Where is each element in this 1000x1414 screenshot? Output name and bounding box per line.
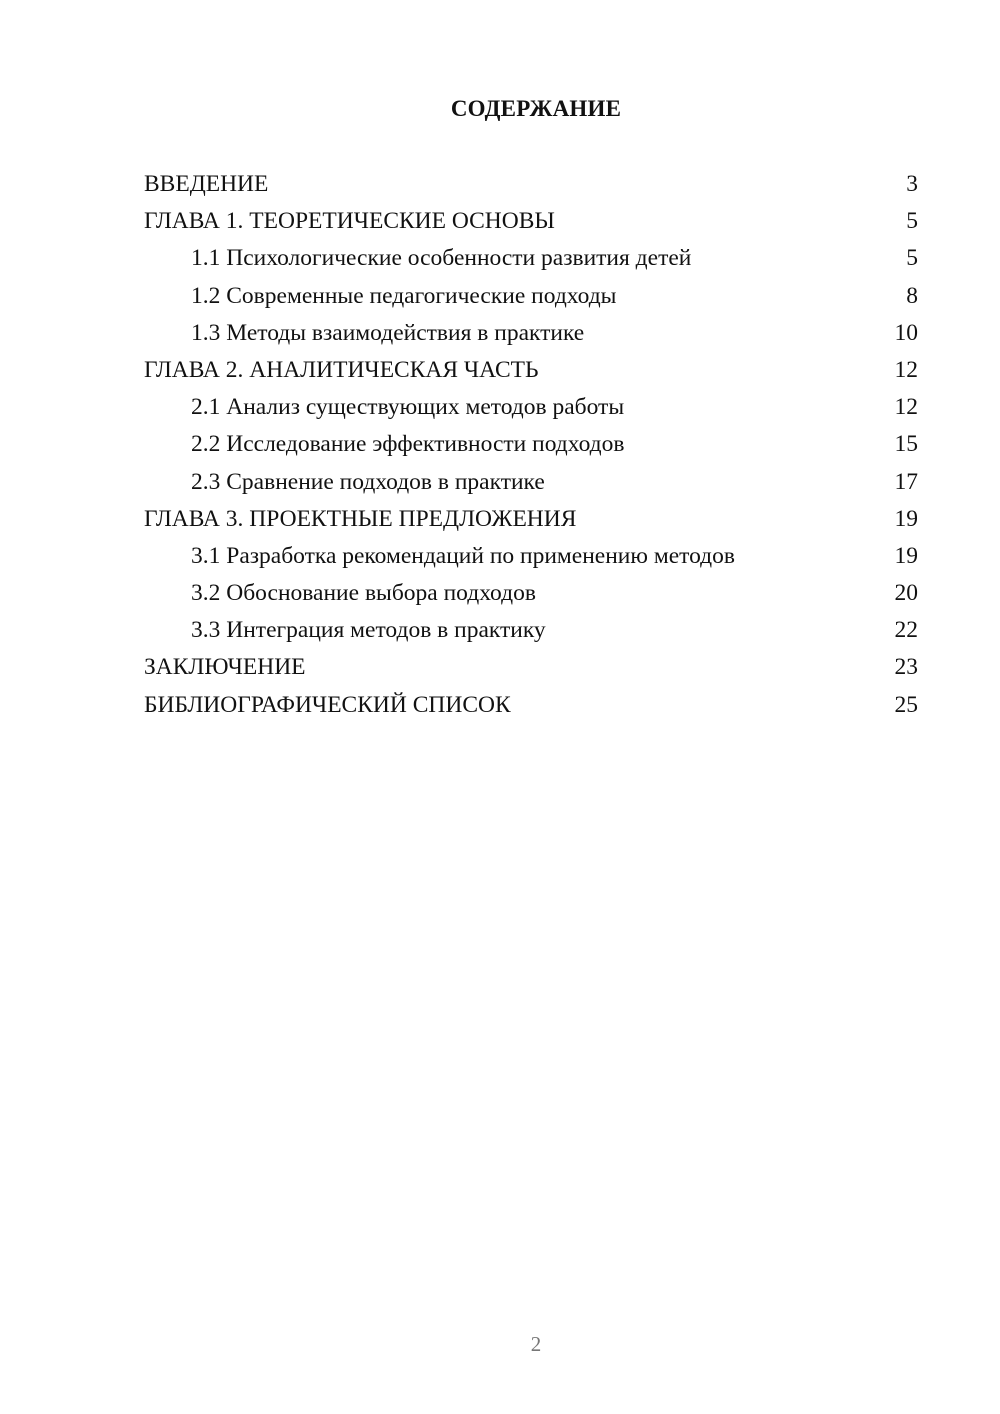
toc-entry-page: 15 bbox=[894, 431, 918, 458]
toc-entry-conclusion[interactable] bbox=[144, 649, 918, 686]
toc-entry-chapter-2[interactable] bbox=[144, 352, 918, 389]
toc-entry-page: 23 bbox=[894, 654, 918, 681]
table-of-contents bbox=[144, 166, 918, 724]
toc-entry-chapter-1[interactable] bbox=[144, 203, 918, 240]
toc-entry-page: 3 bbox=[906, 171, 918, 197]
toc-entry-label: 1.3 Методы взаимодействия в практике bbox=[191, 319, 585, 346]
toc-entry-label: 3.3 Интеграция методов в практику bbox=[191, 617, 546, 644]
toc-entry-label: 2.2 Исследование эффективности подходов bbox=[191, 431, 625, 458]
toc-entry-page: 19 bbox=[894, 542, 918, 569]
toc-entry-label: ЗАКЛЮЧЕНИЕ bbox=[144, 654, 306, 681]
toc-entry-section-2-3[interactable] bbox=[144, 464, 918, 501]
toc-entry-label: ГЛАВА 2. АНАЛИТИЧЕСКАЯ ЧАСТЬ bbox=[144, 356, 539, 383]
toc-entry-section-2-2[interactable] bbox=[144, 426, 918, 463]
toc-entry-label: ВВЕДЕНИЕ bbox=[144, 171, 269, 197]
toc-entry-label: 3.1 Разработка рекомендаций по применению методов bbox=[191, 542, 735, 569]
page-title: СОДЕРЖАНИЕ bbox=[450, 96, 622, 121]
toc-entry-page: 8 bbox=[906, 282, 918, 309]
toc-entry-section-3-1[interactable] bbox=[144, 538, 918, 575]
toc-entry-page: 5 bbox=[906, 208, 918, 235]
toc-entry-label: ГЛАВА 3. ПРОЕКТНЫЕ ПРЕДЛОЖЕНИЯ bbox=[144, 505, 577, 532]
toc-entry-label: БИБЛИОГРАФИЧЕСКИЙ СПИСОК bbox=[144, 691, 511, 718]
toc-entry-page: 22 bbox=[894, 617, 918, 644]
toc-entry-page: 10 bbox=[894, 319, 918, 346]
toc-entry-page: 19 bbox=[894, 505, 918, 532]
toc-entry-section-1-3[interactable] bbox=[144, 315, 918, 352]
toc-entry-page: 17 bbox=[894, 468, 918, 495]
toc-entry-label: 2.3 Сравнение подходов в практике bbox=[191, 468, 545, 495]
toc-entry-page: 5 bbox=[906, 245, 918, 272]
toc-entry-page: 12 bbox=[894, 394, 918, 421]
toc-entry-page: 20 bbox=[894, 580, 918, 607]
toc-entry-label: 2.1 Анализ существующих методов работы bbox=[191, 394, 625, 421]
toc-entry-section-3-3[interactable] bbox=[144, 612, 918, 649]
toc-entry-label: ГЛАВА 1. ТЕОРЕТИЧЕСКИЕ ОСНОВЫ bbox=[144, 208, 555, 235]
toc-entry-bibliography[interactable] bbox=[144, 687, 918, 724]
toc-entry-label: 1.1 Психологические особенности развития детей bbox=[191, 245, 692, 272]
toc-entry-section-1-1[interactable] bbox=[144, 240, 918, 277]
toc-entry-section-1-2[interactable] bbox=[144, 278, 918, 315]
toc-entry-section-3-2[interactable] bbox=[144, 575, 918, 612]
toc-entry-label: 3.2 Обоснование выбора подходов bbox=[191, 580, 536, 607]
toc-entry-introduction[interactable] bbox=[144, 166, 918, 203]
toc-entry-section-2-1[interactable] bbox=[144, 389, 918, 426]
toc-entry-label: 1.2 Современные педагогические подходы bbox=[191, 282, 617, 309]
toc-entry-page: 12 bbox=[894, 356, 918, 383]
toc-entry-page: 25 bbox=[894, 691, 918, 718]
page-number: 2 bbox=[530, 1332, 542, 1356]
toc-entry-chapter-3[interactable] bbox=[144, 501, 918, 538]
